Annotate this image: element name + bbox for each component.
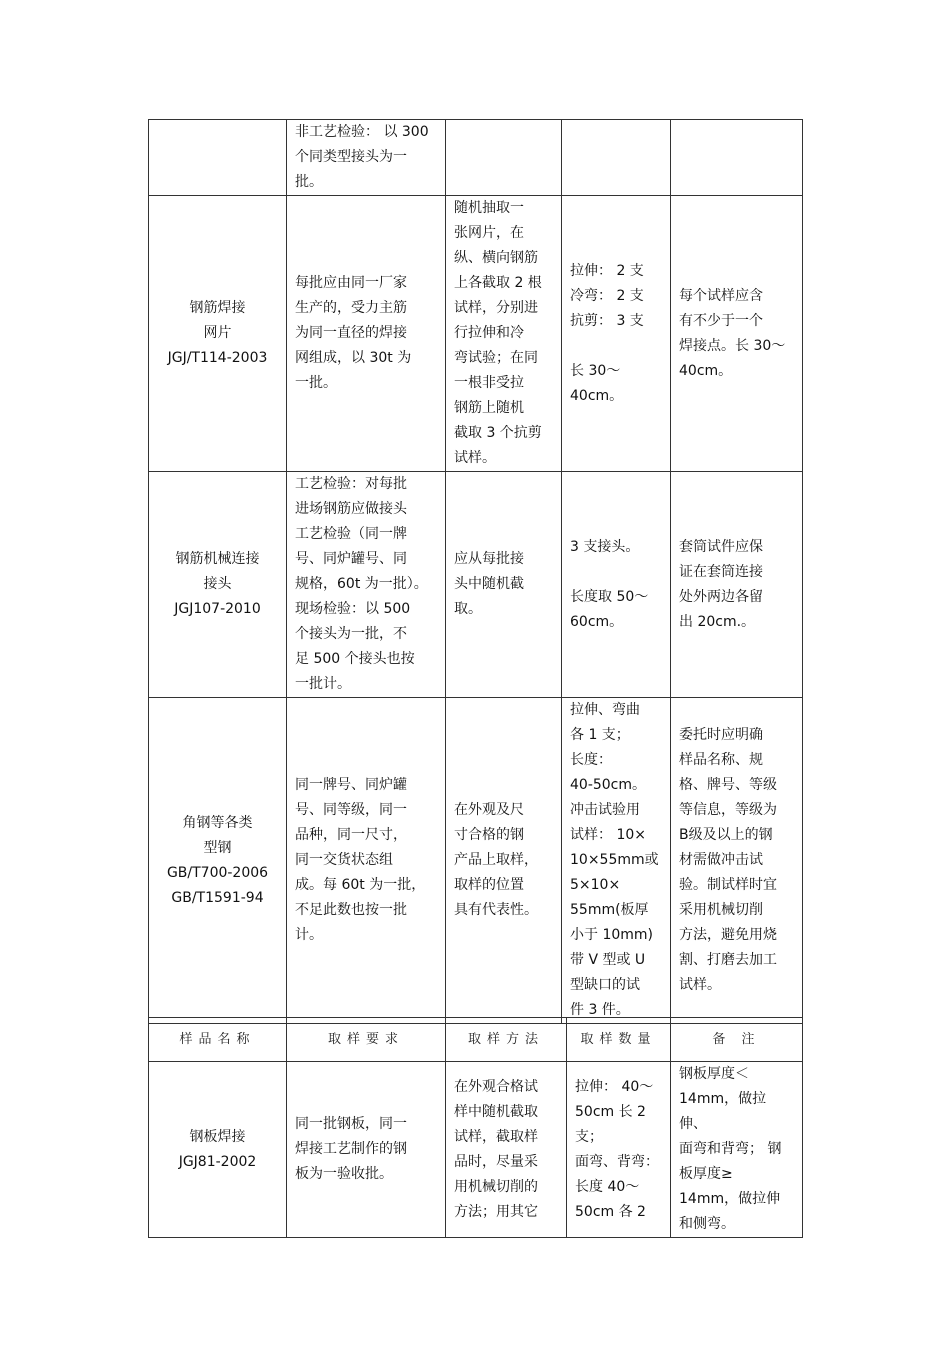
sampling-quantity-cell: 拉伸： 2 支 冷弯： 2 支 抗剪： 3 支 长 30～ 40cm。	[562, 196, 671, 472]
header-sample-name: 样品名称	[149, 1018, 287, 1062]
header-sampling-method: 取样方法	[446, 1018, 567, 1062]
remark-cell	[671, 120, 803, 196]
table-row	[149, 698, 803, 1024]
table-row	[149, 120, 803, 196]
sample-name-cell: 钢板焊接 JGJ81-2002	[149, 1062, 287, 1238]
sample-name-cell: 钢筋焊接 网片 JGJ/T114-2003	[149, 196, 287, 472]
sampling-method-cell: 在外观及尺 寸合格的钢 产品上取样， 取样的位置 具有代表性。	[446, 698, 562, 1024]
table-row	[149, 196, 803, 472]
remark-cell: 委托时应明确 样品名称、规 格、牌号、等级 等信息，等级为 B级及以上的钢 材需做冲击试 验。制试样时宜 采用机械切削 方法，避免用烧 割、打磨去加工 试样。	[671, 698, 803, 1024]
sampling-requirement-cell: 工艺检验：对每批 进场钢筋应做接头 工艺检验（同一牌 号、同炉罐号、同 规格，60t 为一批）。 现场检验：以 500 个接头为一批，不 足 500 个接头也按 一批计。	[287, 472, 446, 698]
remark-cell: 钢板厚度＜ 14mm，做拉伸、 面弯和背弯； 钢 板厚度≥ 14mm，做拉伸 和侧弯。	[671, 1062, 803, 1238]
sampling-table-lower	[148, 1017, 803, 1238]
table-header-row	[149, 1018, 803, 1062]
sampling-requirement-cell: 非工艺检验： 以 300 个同类型接头为一 批。	[287, 120, 446, 196]
header-sampling-requirement: 取样要求	[287, 1018, 446, 1062]
sampling-requirement-cell: 每批应由同一厂家 生产的，受力主筋 为同一直径的焊接 网组成，以 30t 为 一批。	[287, 196, 446, 472]
sample-name-cell	[149, 120, 287, 196]
sampling-table-upper	[148, 119, 803, 1024]
sampling-quantity-cell: 3 支接头。 长度取 50～ 60cm。	[562, 472, 671, 698]
sample-name-cell: 角钢等各类 型钢 GB/T700-2006 GB/T1591-94	[149, 698, 287, 1024]
header-sampling-quantity: 取样数量	[567, 1018, 671, 1062]
header-remark: 备 注	[671, 1018, 803, 1062]
sampling-requirement-cell: 同一牌号、同炉罐 号、同等级，同一 品种，同一尺寸， 同一交货状态组 成。每 60t 为一批， 不足此数也按一批 计。	[287, 698, 446, 1024]
sample-name-cell: 钢筋机械连接 接头 JGJ107-2010	[149, 472, 287, 698]
remark-cell: 每个试样应含 有不少于一个 焊接点。长 30～ 40cm。	[671, 196, 803, 472]
sampling-method-cell	[446, 120, 562, 196]
sampling-requirement-cell: 同一批钢板，同一 焊接工艺制作的钢 板为一验收批。	[287, 1062, 446, 1238]
remark-cell: 套筒试件应保 证在套筒连接 处外两边各留 出 20cm.。	[671, 472, 803, 698]
sampling-method-cell: 随机抽取一 张网片，在 纵、横向钢筋 上各截取 2 根 试样，分别进 行拉伸和冷 弯试验；在同 一根非受拉 钢筋上随机 截取 3 个抗剪 试样。	[446, 196, 562, 472]
table-row	[149, 472, 803, 698]
table-row	[149, 1062, 803, 1238]
sampling-quantity-cell: 拉伸、弯曲 各 1 支； 长度： 40-50cm。 冲击试验用 试样： 10× 10×55mm或 5×10× 55mm(板厚 小于 10mm) 带 V 型或 U 型缺口的试 件 3 件。	[562, 698, 671, 1024]
sampling-method-cell: 应从每批接 头中随机截 取。	[446, 472, 562, 698]
sampling-quantity-cell: 拉伸： 40～ 50cm 长 2 支； 面弯、背弯： 长度 40～ 50cm 各 2	[567, 1062, 671, 1238]
sampling-method-cell: 在外观合格试 样中随机截取 试样，截取样 品时，尽量采 用机械切削的 方法；用其它	[446, 1062, 567, 1238]
sampling-quantity-cell	[562, 120, 671, 196]
